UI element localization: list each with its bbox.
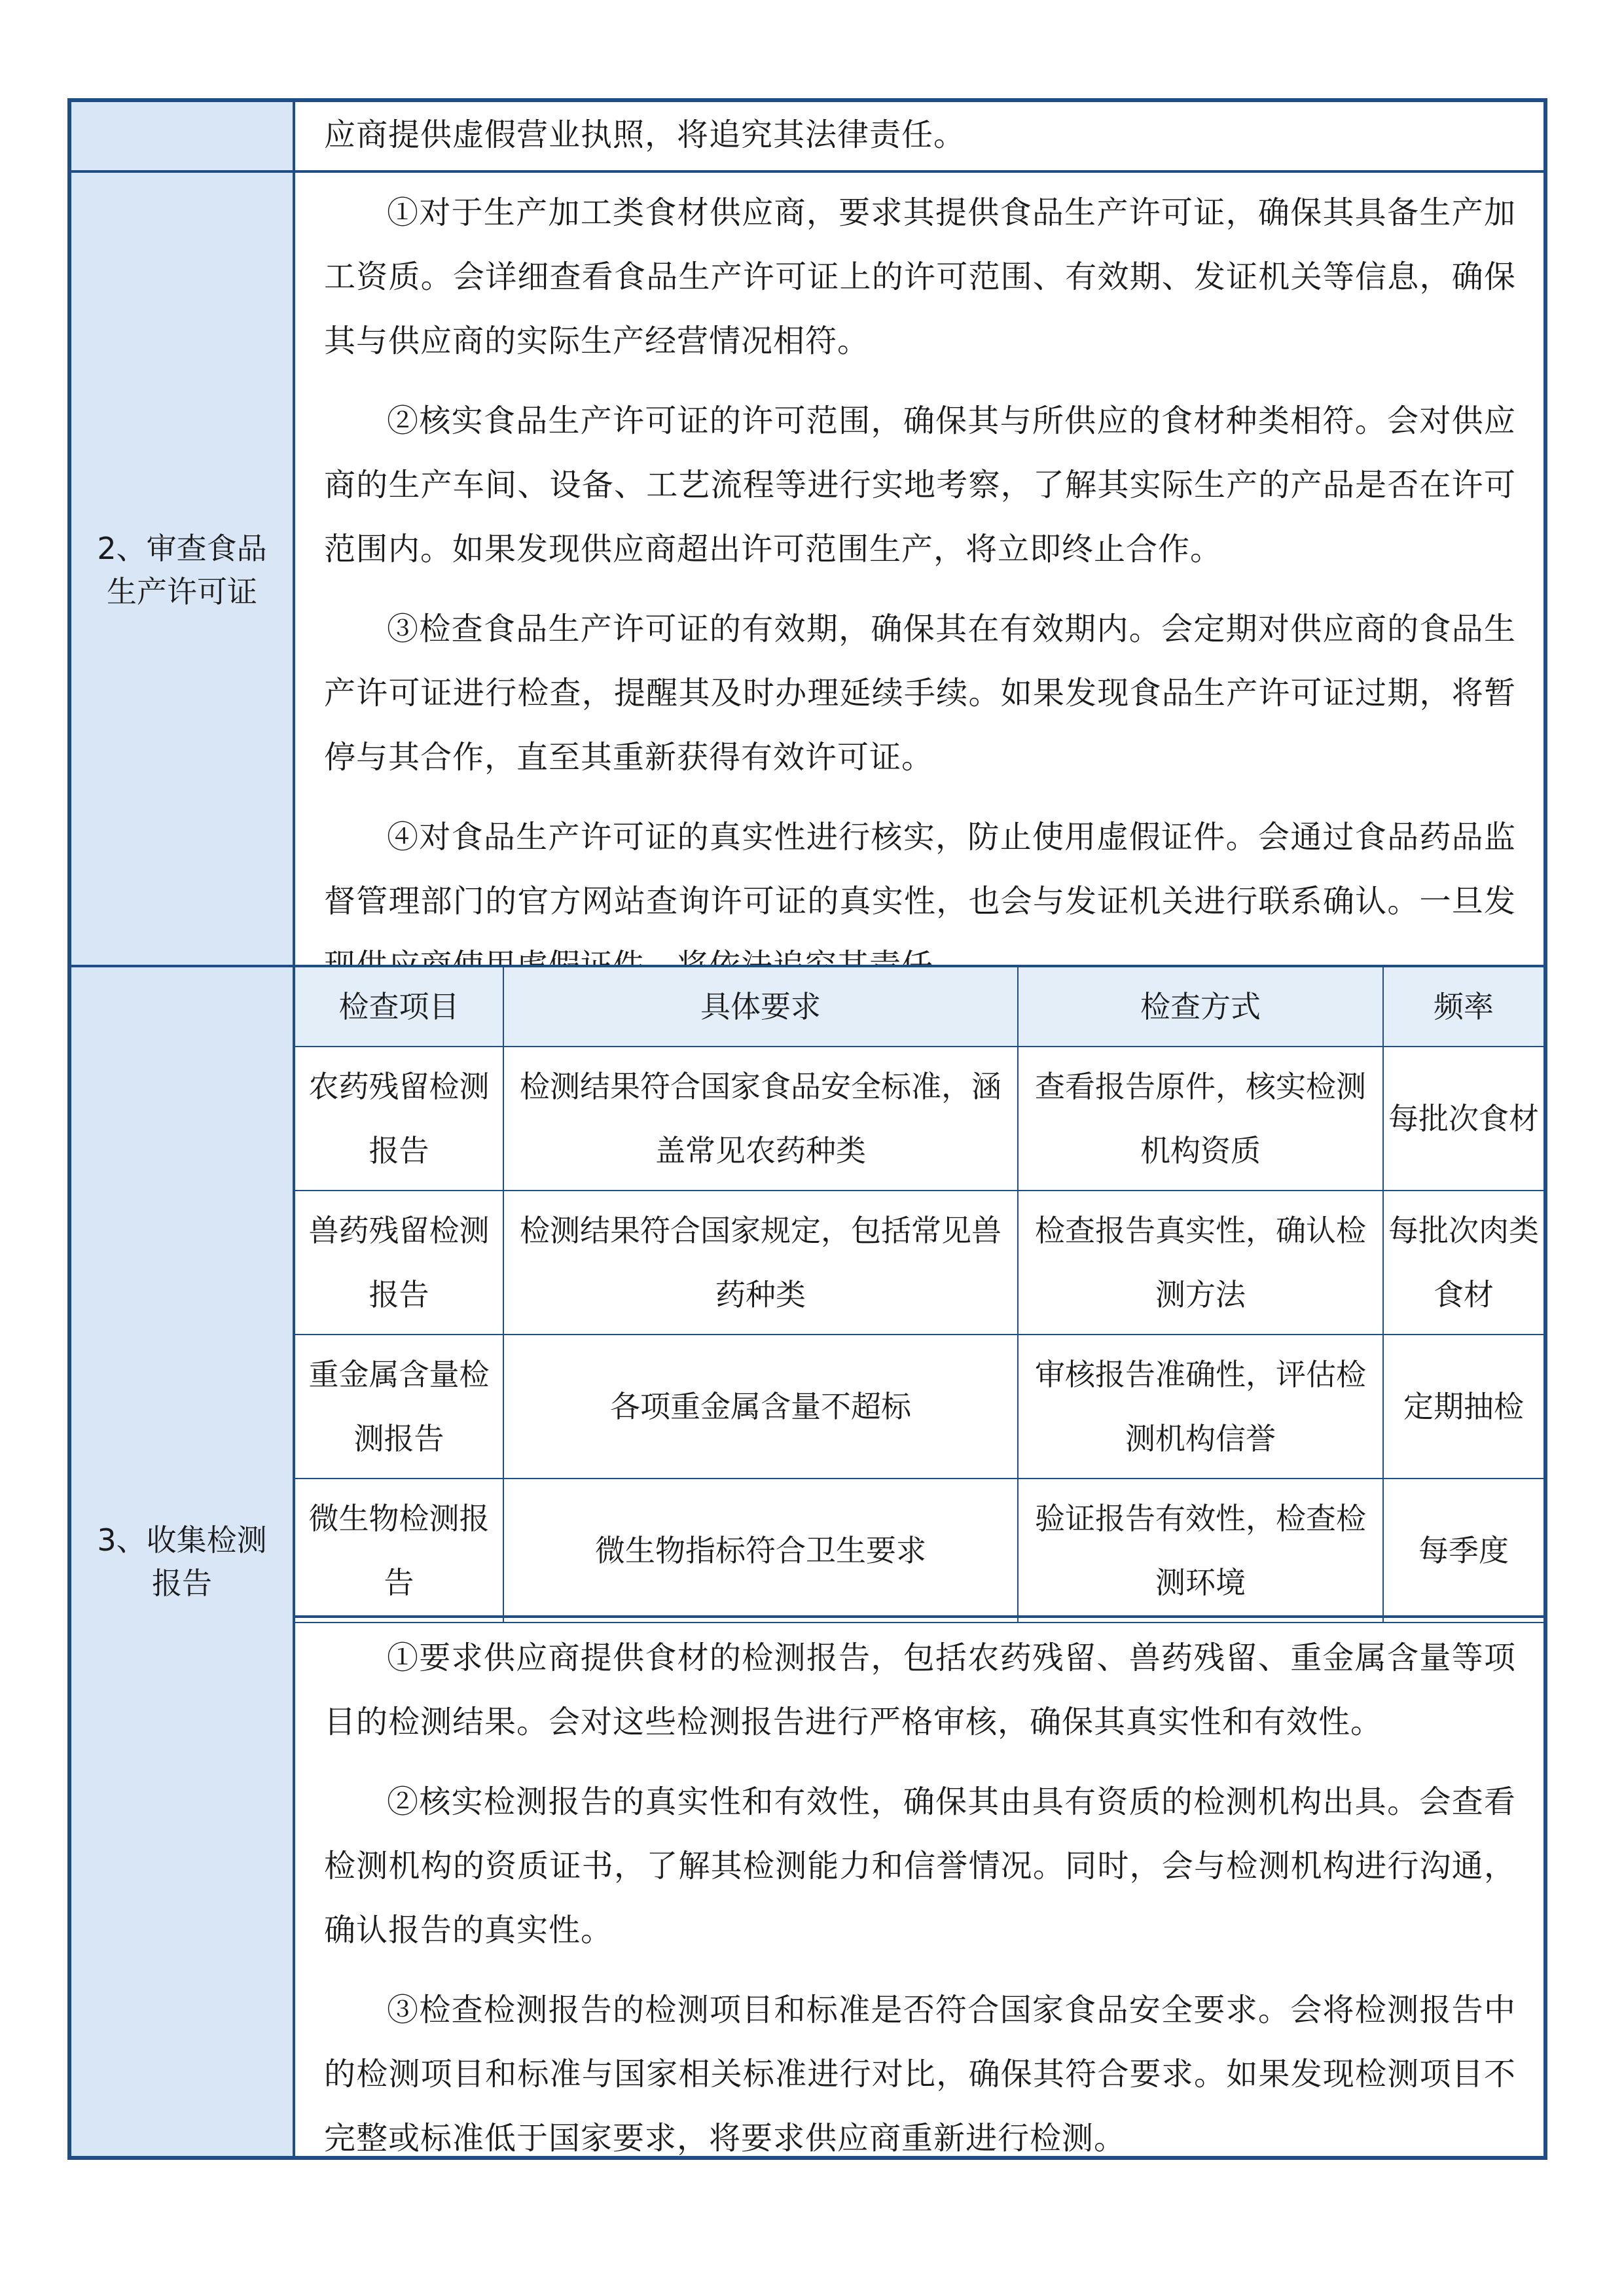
header-item: 检查项目	[295, 967, 503, 1047]
cell-requirement: 检测结果符合国家食品安全标准，涵盖常见农药种类	[503, 1047, 1018, 1191]
table-bottom-divider	[295, 1615, 1543, 1618]
cell-requirement: 微生物指标符合卫生要求	[503, 1479, 1018, 1623]
section3-paragraph: ②核实检测报告的真实性和有效性，确保其由具有资质的检测机构出具。会查看检测机构的资质证书，了解其检测能力和信誉情况。同时，会与检测机构进行沟通，确认报告的真实性。	[324, 1784, 1516, 1948]
section3-paragraph: ③检查检测报告的检测项目和标准是否符合国家食品安全要求。会将检测报告中的检测项目和标准与国家相关标准进行对比，确保其符合要求。如果发现检测项目不完整或标准低于国家要求，将要求供应商重新进行检测。	[324, 1992, 1516, 2157]
section3-content-cell	[295, 1626, 1543, 2157]
cell-item: 兽药残留检测报告	[295, 1191, 503, 1335]
cell-method: 审核报告准确性，评估检测机构信誉	[1018, 1335, 1383, 1479]
row1-text: 应商提供虚假营业执照，将追究其法律责任。	[324, 117, 966, 153]
header-method: 检查方式	[1018, 967, 1383, 1047]
section3-label: 3、收集检测报告	[97, 1522, 267, 1601]
section3-paragraph: ①要求供应商提供食材的检测报告，包括农药残留、兽药残留、重金属含量等项目的检测结果。会对这些检测报告进行严格审核，确保其真实性和有效性。	[324, 1640, 1516, 1740]
table-header-row	[295, 967, 1543, 1047]
header-frequency: 频率	[1383, 967, 1543, 1047]
cell-method: 验证报告有效性，检查检测环境	[1018, 1479, 1383, 1623]
table-row	[295, 1191, 1543, 1335]
header-requirement: 具体要求	[503, 967, 1018, 1047]
cell-frequency: 定期抽检	[1383, 1335, 1543, 1479]
section3-label-cell	[71, 967, 295, 2156]
table-row	[295, 1335, 1543, 1479]
section2-paragraph: ①对于生产加工类食材供应商，要求其提供食品生产许可证，确保其具备生产加工资质。会详细查看食品生产许可证上的许可范围、有效期、发证机关等信息，确保其与供应商的实际生产经营情况相符。	[324, 194, 1516, 359]
cell-frequency: 每批次食材	[1383, 1047, 1543, 1191]
table-row	[295, 1047, 1543, 1191]
cell-item: 重金属含量检测报告	[295, 1335, 503, 1479]
section2-content-cell	[295, 181, 1543, 960]
cell-item: 微生物检测报告	[295, 1479, 503, 1623]
cell-item: 农药残留检测报告	[295, 1047, 503, 1191]
row1-content-cell	[295, 102, 1543, 170]
cell-requirement: 各项重金属含量不超标	[503, 1335, 1018, 1479]
cell-frequency: 每季度	[1383, 1479, 1543, 1623]
cell-method: 检查报告真实性，确认检测方法	[1018, 1191, 1383, 1335]
section2-label: 2、审查食品生产许可证	[97, 531, 267, 609]
cell-requirement: 检测结果符合国家规定，包括常见兽药种类	[503, 1191, 1018, 1335]
inspection-table	[295, 967, 1543, 1623]
document-table-frame	[67, 98, 1547, 2160]
row1-label-cell	[71, 102, 295, 170]
section2-paragraph: ④对食品生产许可证的真实性进行核实，防止使用虚假证件。会通过食品药品监督管理部门的官方网站查询许可证的真实性，也会与发证机关进行联系确认。一旦发	[324, 819, 1516, 920]
section2-label-cell	[71, 173, 295, 967]
cell-method: 查看报告原件，核实检测机构资质	[1018, 1047, 1383, 1191]
section2-paragraph: ②核实食品生产许可证的许可范围，确保其与所供应的食材种类相符。会对供应商的生产车间、设备、工艺流程等进行实地考察，了解其实际生产的产品是否在许可范围内。如果发现供应商超出许可范围生产，将立即终止合作。	[324, 403, 1516, 567]
cell-frequency: 每批次肉类食材	[1383, 1191, 1543, 1335]
table-row	[295, 1479, 1543, 1623]
section2-paragraph: ③检查食品生产许可证的有效期，确保其在有效期内。会定期对供应商的食品生产许可证进行检查，提醒其及时办理延续手续。如果发现食品生产许可证过期，将暂停与其合作，直至其重新获得有效许可证。	[324, 611, 1516, 776]
